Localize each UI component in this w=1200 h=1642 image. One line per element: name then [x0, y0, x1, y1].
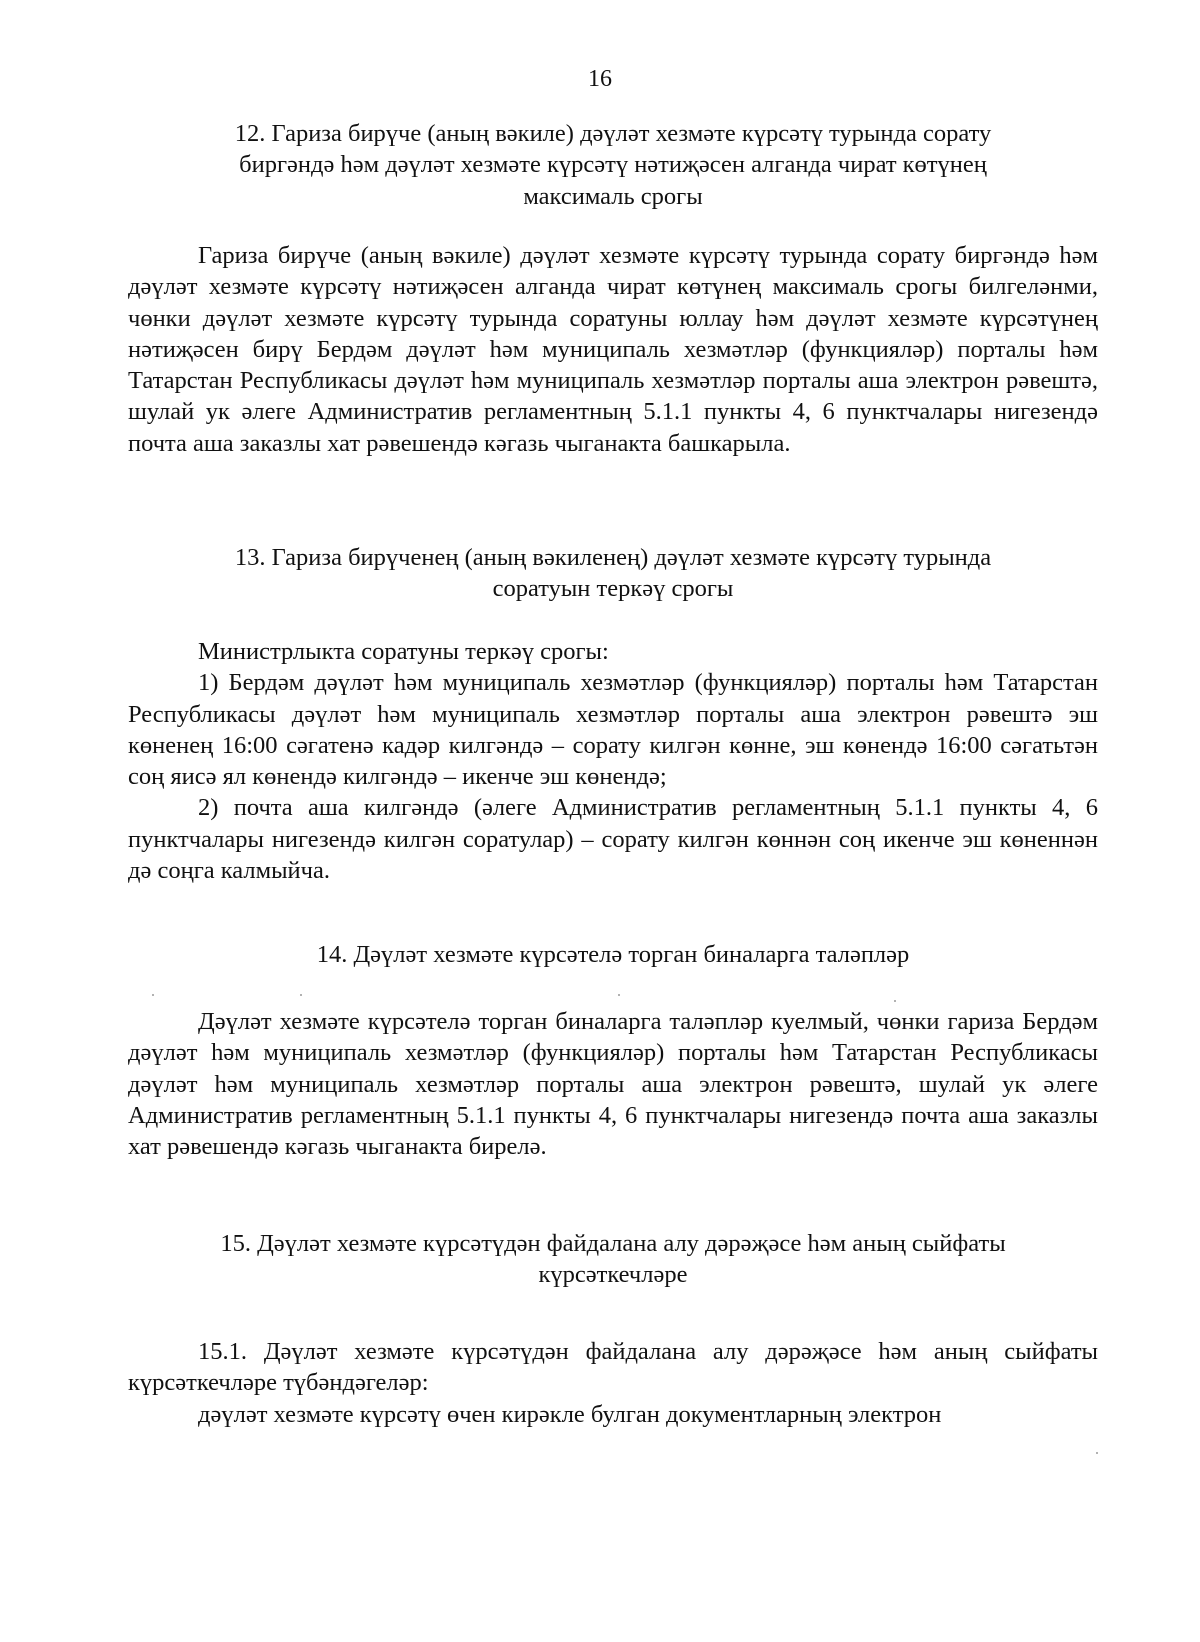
heading-line: 12. Гариза бирүче (аның вәкиле) дәүләт хезмәте күрсәтү турында сорату [234, 120, 992, 147]
scan-speck [300, 994, 302, 996]
section-15-body [128, 1336, 1098, 1430]
section-15-heading [128, 1228, 1098, 1291]
page-number: 16 [588, 66, 612, 92]
section-13-item-2: 2) почта аша килгәндә (әлеге Административ регламентның 5.1.1 пункты 4, 6 пунктчалары нигезендә килгән соратулар) – сорату килгән көннән соң икенче эш көненнән дә соңга калмыйча. [128, 794, 1098, 885]
section-12-body [128, 240, 1098, 459]
heading-line: соратуын теркәү срогы [492, 575, 734, 603]
heading-line: күрсәткечләре [538, 1261, 688, 1289]
section-13-item-1: 1) Бердәм дәүләт һәм муниципаль хезмәтләр (функцияләр) порталы һәм Татарстан Республикасы дәүләт һәм муниципаль хезмәтләр порталы аша электрон рәвештә эш көненең 16:00 сәгатенә кадәр килгәндә – сорату килгән көнне, эш көнендә 16:00 сәгатьтән соң яисә ял көнендә килгәндә – икенче эш көнендә; [128, 669, 1098, 791]
section-14-paragraph: Дәүләт хезмәте күрсәтелә торган биналарга таләпләр куелмый, чөнки гариза Бердәм дәүләт һәм муниципаль хезмәтләр (функцияләр) порталы һәм Татарстан Республикасы дәүләт һәм муниципаль хезмәтләр порталы аша электрон рәвештә, шулай ук әлеге Административ регламентның 5.1.1 пункты 4, 6 пунктчалары нигезендә почта аша заказлы хат рәвешендә кәгазь чыганакта бирелә. [128, 1008, 1098, 1161]
heading-line: 13. Гариза бирүченең (аның вәкиленең) дәүләт хезмәте күрсәтү турында [234, 544, 992, 571]
section-13-intro: Министрлыкта соратуны теркәү срогы: [198, 638, 609, 665]
section-13-heading [128, 542, 1098, 605]
section-14-body [128, 1006, 1098, 1162]
section-12-heading [128, 118, 1098, 212]
scan-speck [1096, 1452, 1098, 1454]
section-13-body [128, 636, 1098, 886]
section-14-heading [128, 939, 1098, 970]
section-12-paragraph: Гариза бирүче (аның вәкиле) дәүләт хезмәте күрсәтү турында сорату биргәндә һәм дәүләт хезмәте күрсәтү нәтиҗәсен алганда чират көтүнең максималь срогы билгеләнми, чөнки дәүләт хезмәте күрсәтү турында соратуны юллау һәм дәүләт хезмәте күрсәтүнең нәтиҗәсен бирү Бердәм дәүләт һәм муниципаль хезмәтләр (функцияләр) порталы һәм Татарстан Республикасы дәүләт һәм муниципаль хезмәтләр порталы аша электрон рәвештә, шулай ук әлеге Административ регламентның 5.1.1 пункты 4, 6 пунктчалары нигезендә почта аша заказлы хат рәвешендә кәгазь чыганакта башкарыла. [128, 242, 1098, 457]
section-15-paragraph-2: дәүләт хезмәте күрсәтү өчен кирәкле булган документларның электрон [198, 1400, 942, 1428]
scan-speck [618, 994, 620, 996]
heading-line: биргәндә һәм дәүләт хезмәте күрсәтү нәтиҗәсен алганда чират көтүнең [239, 151, 987, 179]
heading-line: максималь срогы [523, 182, 703, 210]
section-15-paragraph-1: 15.1. Дәүләт хезмәте күрсәтүдән файдалана алу дәрәҗәсе һәм аның сыйфаты күрсәткечләре түбәндәгеләр: [128, 1338, 1098, 1397]
heading-line: 14. Дәүләт хезмәте күрсәтелә торган биналарга таләпләр [316, 941, 910, 968]
heading-line: 15. Дәүләт хезмәте күрсәтүдән файдалана алу дәрәҗәсе һәм аның сыйфаты [220, 1230, 1006, 1257]
scan-speck [894, 1000, 896, 1002]
scan-speck [152, 994, 154, 996]
